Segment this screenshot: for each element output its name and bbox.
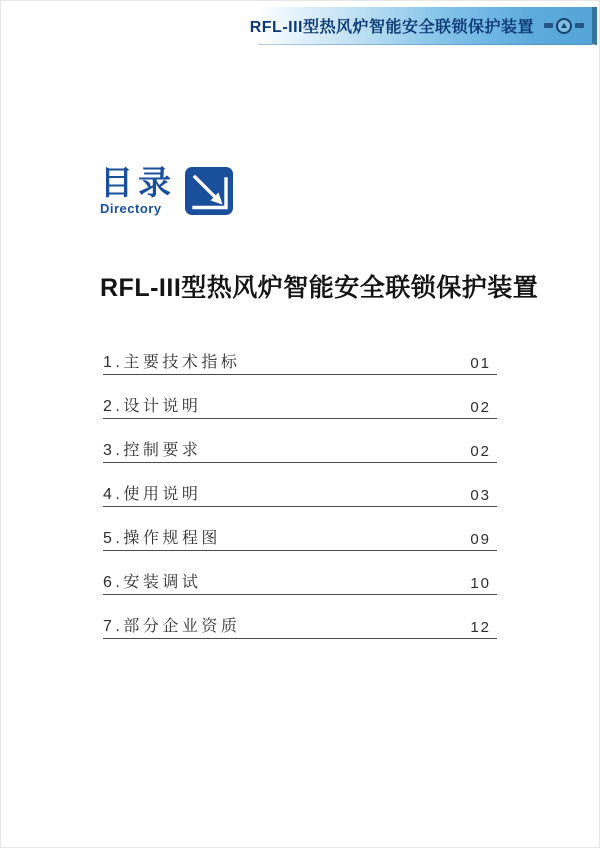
- toc-row: [103, 348, 497, 375]
- header-title: RFL-III型热风炉智能安全联锁保护装置: [249, 19, 534, 36]
- brand-circle-icon: [556, 18, 572, 34]
- directory-logo: [100, 166, 234, 216]
- toc-entry-page: 03: [470, 487, 491, 504]
- toc-entry-label: 3.控制要求: [103, 442, 202, 459]
- toc-entry-label: 7.部分企业资质: [103, 618, 241, 635]
- brand-left-mark: [544, 23, 553, 28]
- directory-title-en: Directory: [100, 201, 162, 216]
- toc-row: [103, 612, 497, 639]
- directory-logo-text: [100, 166, 176, 216]
- directory-arrow-icon: [184, 166, 234, 216]
- page-header-bar: [249, 7, 597, 45]
- brand-right-mark: [575, 23, 584, 28]
- toc-entry-page: 12: [470, 619, 491, 636]
- toc-entry-label: 6.安装调试: [103, 574, 202, 591]
- document-title: RFL-III型热风炉智能安全联锁保护装置: [100, 274, 539, 302]
- toc-row: [103, 568, 497, 595]
- toc-row: [103, 436, 497, 463]
- toc-row: [103, 392, 497, 419]
- toc-entry-label: 1.主要技术指标: [103, 354, 241, 371]
- toc-entry-label: 2.设计说明: [103, 398, 202, 415]
- brand-emblem-icon: [544, 18, 584, 34]
- toc-entry-label: 4.使用说明: [103, 486, 202, 503]
- toc-entry-page: 01: [470, 355, 491, 372]
- toc-entry-page: 02: [470, 399, 491, 416]
- toc-entry-page: 09: [470, 531, 491, 548]
- toc-row: [103, 480, 497, 507]
- toc-list: [103, 348, 497, 656]
- toc-entry-page: 10: [470, 575, 491, 592]
- directory-title-zh: 目录: [100, 164, 176, 201]
- toc-entry-label: 5.操作规程图: [103, 530, 221, 547]
- toc-entry-page: 02: [470, 443, 491, 460]
- toc-row: [103, 524, 497, 551]
